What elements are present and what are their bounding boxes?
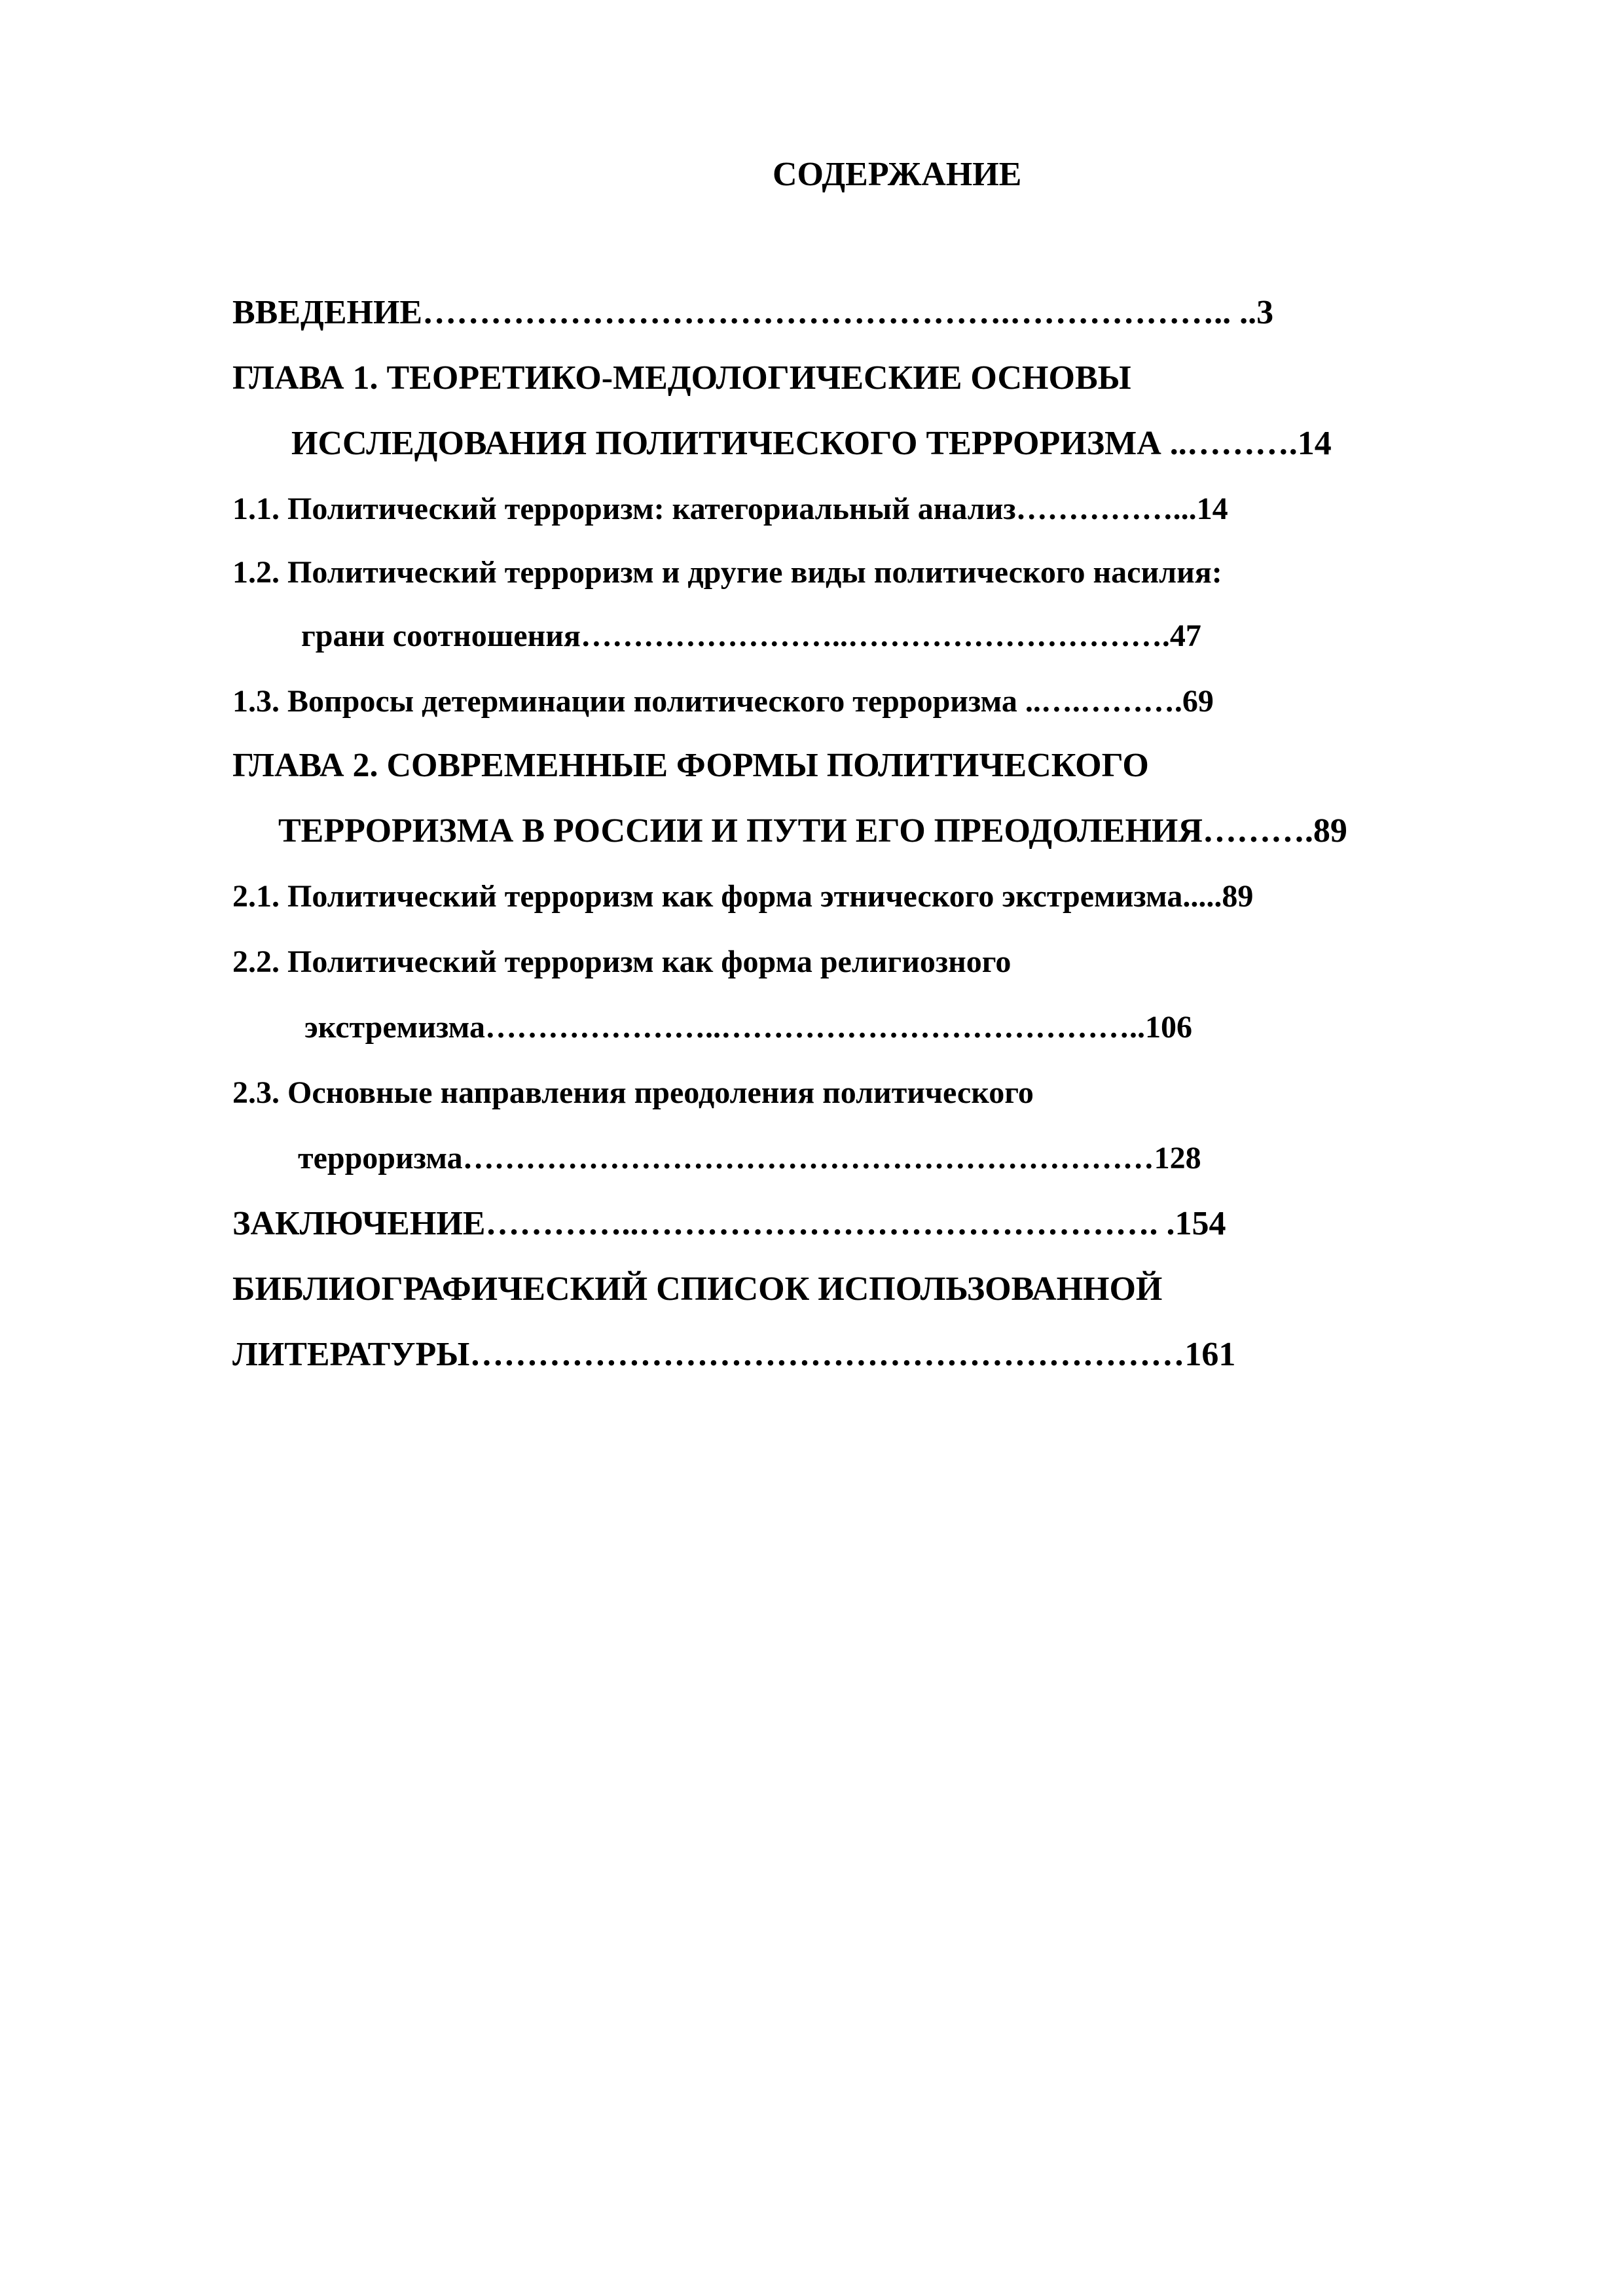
toc-section-1-2-line-1: 1.2. Политический терроризм и другие виды политического насилия: bbox=[232, 555, 1222, 590]
toc-chapter-1-line-2: ИССЛЕДОВАНИЯ ПОЛИТИЧЕСКОГО ТЕРРОРИЗМА ..……….14 bbox=[291, 425, 1332, 462]
toc-section-1-1: 1.1. Политический терроризм: категориальный анализ……………...14 bbox=[232, 492, 1228, 526]
toc-conclusion: ЗАКЛЮЧЕНИЕ…………..………………………………………. .154 bbox=[232, 1205, 1226, 1242]
toc-section-2-2-line-2: экстремизма…………………..…………………………………..106 bbox=[304, 1010, 1192, 1045]
toc-section-2-1: 2.1. Политический терроризм как форма этнического экстремизма.....89 bbox=[232, 879, 1254, 914]
toc-section-1-2-line-2: грани соотношения……………………..………………………….47 bbox=[301, 619, 1201, 653]
toc-section-1-3: 1.3. Вопросы детерминации политического терроризма ..….……….69 bbox=[232, 684, 1214, 719]
toc-bibliography-line-2: ЛИТЕРАТУРЫ………………………………………………………161 bbox=[232, 1336, 1236, 1373]
toc-bibliography-line-1: БИБЛИОГРАФИЧЕСКИЙ СПИСОК ИСПОЛЬЗОВАННОЙ bbox=[232, 1270, 1163, 1308]
toc-chapter-2-line-2: ТЕРРОРИЗМА В РОССИИ И ПУТИ ЕГО ПРЕОДОЛЕНИЯ……….89 bbox=[278, 812, 1347, 850]
page-title: СОДЕРЖАНИЕ bbox=[773, 156, 1022, 193]
toc-chapter-2-line-1: ГЛАВА 2. СОВРЕМЕННЫЕ ФОРМЫ ПОЛИТИЧЕСКОГО bbox=[232, 747, 1149, 784]
toc-section-2-3-line-2: терроризма…………………………………………………………128 bbox=[298, 1141, 1201, 1175]
toc-section-2-2-line-1: 2.2. Политический терроризм как форма религиозного bbox=[232, 944, 1012, 979]
toc-chapter-1-line-1: ГЛАВА 1. ТЕОРЕТИКО-МЕДОЛОГИЧЕСКИЕ ОСНОВЫ bbox=[232, 359, 1131, 397]
toc-introduction: ВВЕДЕНИЕ…………………………………………….……………….. ..3 bbox=[232, 294, 1274, 331]
toc-section-2-3-line-1: 2.3. Основные направления преодоления политического bbox=[232, 1075, 1034, 1110]
